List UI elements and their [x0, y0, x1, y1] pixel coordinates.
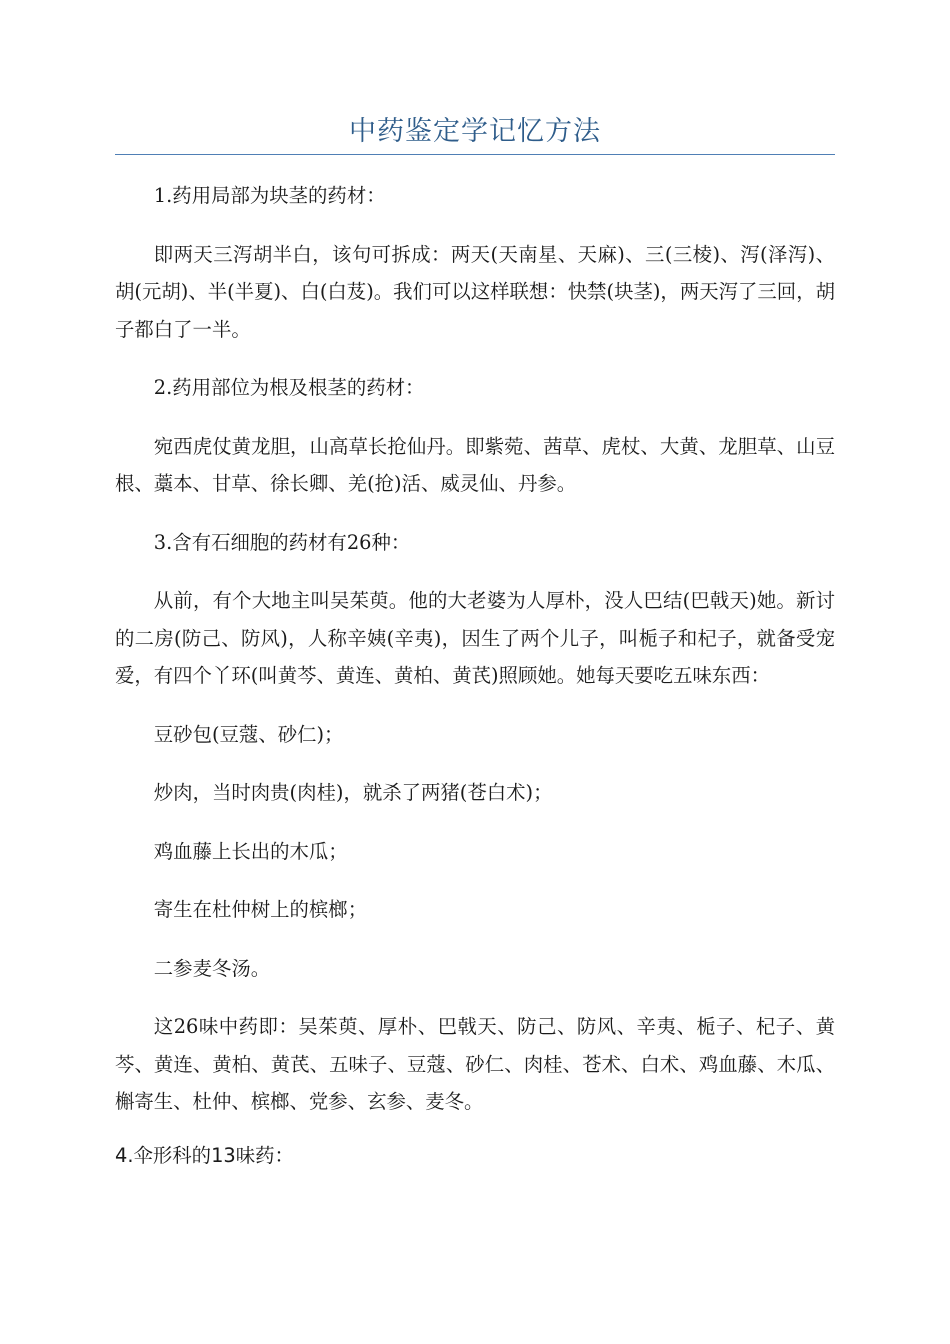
paragraph-story: 从前，有个大地主叫吴茱萸。他的大老婆为人厚朴，没人巴结(巴戟天)她。新讨的二房(防己、防风)，人称辛姨(辛夷)，因生了两个儿子，叫栀子和杞子，就备受宠爱，有四个丫环(叫黄芩、黄连、黄柏、黄芪)照顾她。她每天要吃五味东西：	[115, 589, 835, 687]
paragraph-mnemonic-roots: 宛西虎仗黄龙胆，山高草长抢仙丹。即紫菀、茜草、虎杖、大黄、龙胆草、山豆根、藁本、甘草、徐长卿、羌(抢)活、威灵仙、丹参。	[115, 434, 835, 495]
section-heading-4: 4.伞形科的13味药：	[115, 1143, 294, 1167]
document-body	[115, 177, 835, 1195]
document-title: 中药鉴定学记忆方法	[349, 116, 601, 147]
title-underline	[115, 154, 835, 155]
section-heading-1: 1.药用局部为块茎的药材：	[153, 184, 386, 207]
list-line-5: 二参麦冬汤。	[153, 956, 271, 980]
section-heading-2: 2.药用部位为根及根茎的药材：	[153, 376, 425, 399]
list-line-4: 寄生在杜仲树上的槟榔；	[153, 898, 368, 921]
list-line-2: 炒肉，当时肉贵(肉桂)，就杀了两猪(苍白术)；	[153, 781, 553, 804]
list-line-3: 鸡血藤上长出的木瓜；	[153, 839, 348, 863]
list-line-1: 豆砂包(豆蔻、砂仁)；	[153, 722, 344, 746]
section-heading-3: 3.含有石细胞的药材有26种：	[153, 530, 411, 554]
paragraph-mnemonic-tubers: 即两天三泻胡半白，该句可拆成：两天(天南星、天麻)、三(三棱)、泻(泽泻)、胡(元胡)、半(半夏)、白(白芨)。我们可以这样联想：快禁(块茎)，两天泻了三回，胡子都白了一半。	[115, 242, 835, 341]
paragraph-summary-26: 这26味中药即：吴茱萸、厚朴、巴戟天、防己、防风、辛夷、栀子、杞子、黄芩、黄连、黄柏、黄芪、五味子、豆蔻、砂仁、肉桂、苍术、白术、鸡血藤、木瓜、槲寄生、杜仲、槟榔、党参、玄参、麦冬。	[115, 1015, 835, 1113]
